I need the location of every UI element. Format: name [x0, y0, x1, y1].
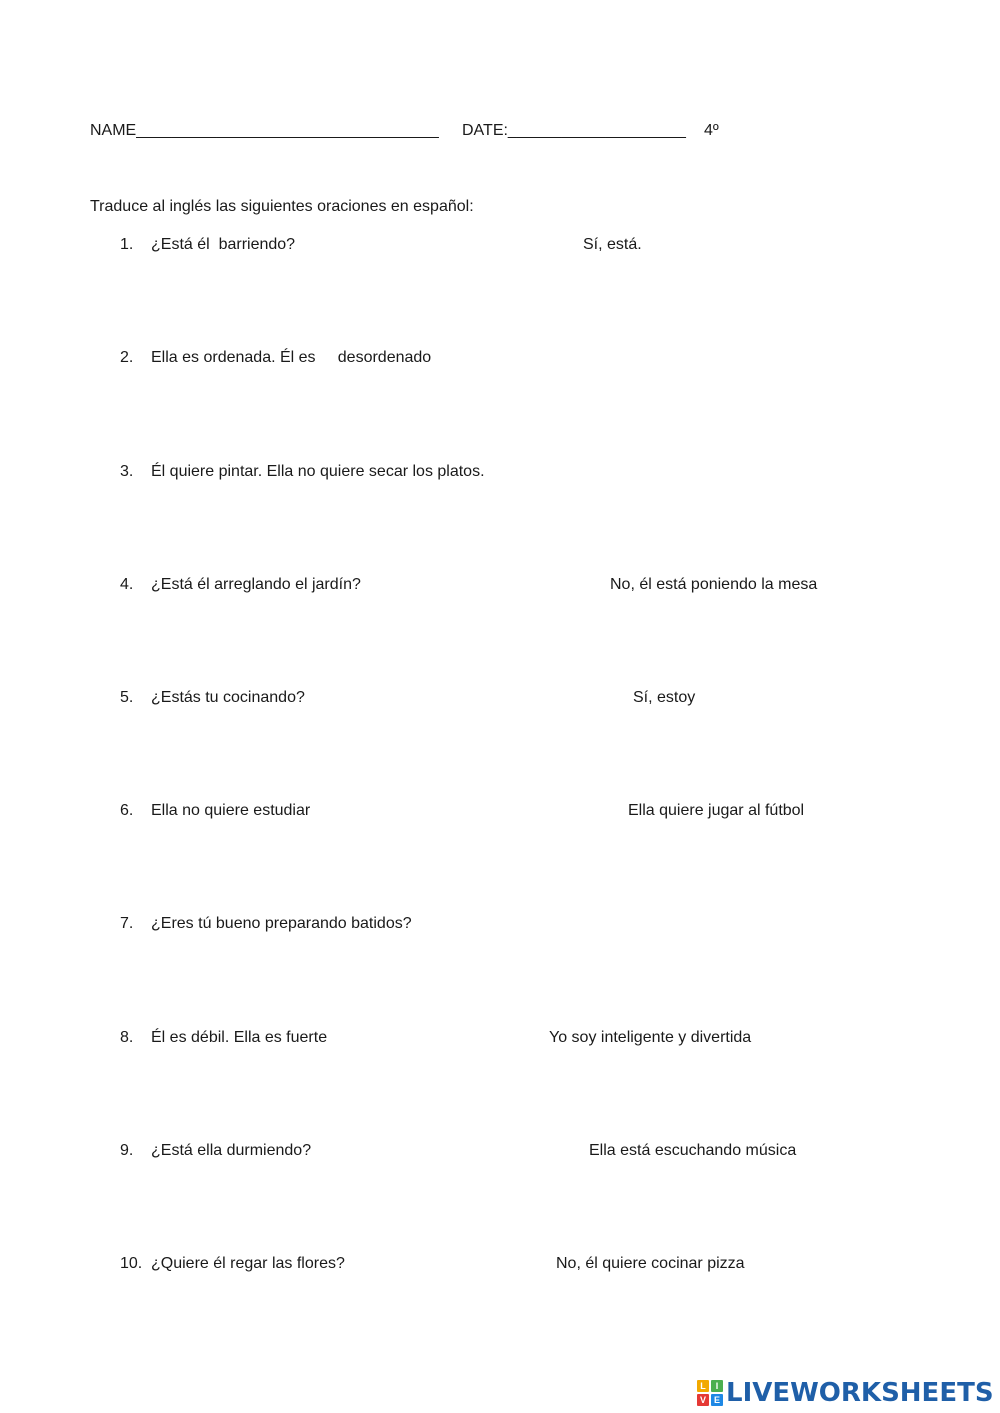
item-answer: Ella está escuchando música — [589, 1142, 797, 1159]
date-field-label: DATE:____________________ — [462, 122, 686, 139]
item-answer: No, él quiere cocinar pizza — [556, 1255, 745, 1272]
exercise-item-7 — [0, 914, 1000, 938]
exercise-item-3 — [0, 462, 1000, 486]
item-question: Ella no quiere estudiar — [151, 802, 311, 819]
item-answer: Ella quiere jugar al fútbol — [628, 802, 805, 819]
item-number: 5. — [120, 689, 134, 706]
logo-mark-cell: I — [711, 1380, 723, 1392]
item-question: ¿Está él arreglando el jardín? — [151, 576, 361, 593]
logo-mark-cell: V — [697, 1394, 709, 1406]
exercise-item-6 — [0, 801, 1000, 825]
item-question: ¿Está ella durmiendo? — [151, 1142, 312, 1159]
item-question: Él quiere pintar. Ella no quiere secar los platos. — [151, 463, 485, 480]
exercise-item-8 — [0, 1028, 1000, 1052]
exercise-item-2 — [0, 348, 1000, 372]
item-answer: Yo soy inteligente y divertida — [549, 1029, 752, 1046]
logo-text: LIVEWORKSHEETS — [726, 1378, 994, 1408]
item-number: 6. — [120, 802, 134, 819]
item-number: 10. — [120, 1255, 143, 1272]
item-number: 2. — [120, 349, 134, 366]
exercise-item-10 — [0, 1254, 1000, 1278]
item-question: ¿Eres tú bueno preparando batidos? — [151, 915, 412, 932]
item-number: 9. — [120, 1142, 134, 1159]
exercise-item-9 — [0, 1141, 1000, 1165]
exercise-item-5 — [0, 688, 1000, 712]
logo-mark-cell: E — [711, 1394, 723, 1406]
item-number: 3. — [120, 463, 134, 480]
item-question: ¿Está él barriendo? — [151, 236, 296, 253]
item-answer: No, él está poniendo la mesa — [610, 576, 818, 593]
item-question: ¿Quiere él regar las flores? — [151, 1255, 345, 1272]
name-field-label: NAME__________________________________ — [90, 122, 439, 139]
item-question: Él es débil. Ella es fuerte — [151, 1029, 328, 1046]
item-number: 1. — [120, 236, 134, 253]
logo-mark-cell: L — [697, 1380, 709, 1392]
logo-mark-icon — [697, 1380, 723, 1406]
instructions: Traduce al inglés las siguientes oraciones en español: — [90, 198, 474, 215]
item-number: 8. — [120, 1029, 134, 1046]
exercise-item-4 — [0, 575, 1000, 599]
grade-label: 4º — [704, 122, 719, 139]
item-number: 4. — [120, 576, 134, 593]
exercise-item-1 — [0, 235, 1000, 259]
item-answer: Sí, estoy — [633, 689, 696, 706]
item-answer: Sí, está. — [583, 236, 642, 253]
liveworksheets-logo — [697, 1378, 994, 1408]
item-question: Ella es ordenada. Él es desordenado — [151, 349, 432, 366]
item-number: 7. — [120, 915, 134, 932]
item-question: ¿Estás tu cocinando? — [151, 689, 305, 706]
